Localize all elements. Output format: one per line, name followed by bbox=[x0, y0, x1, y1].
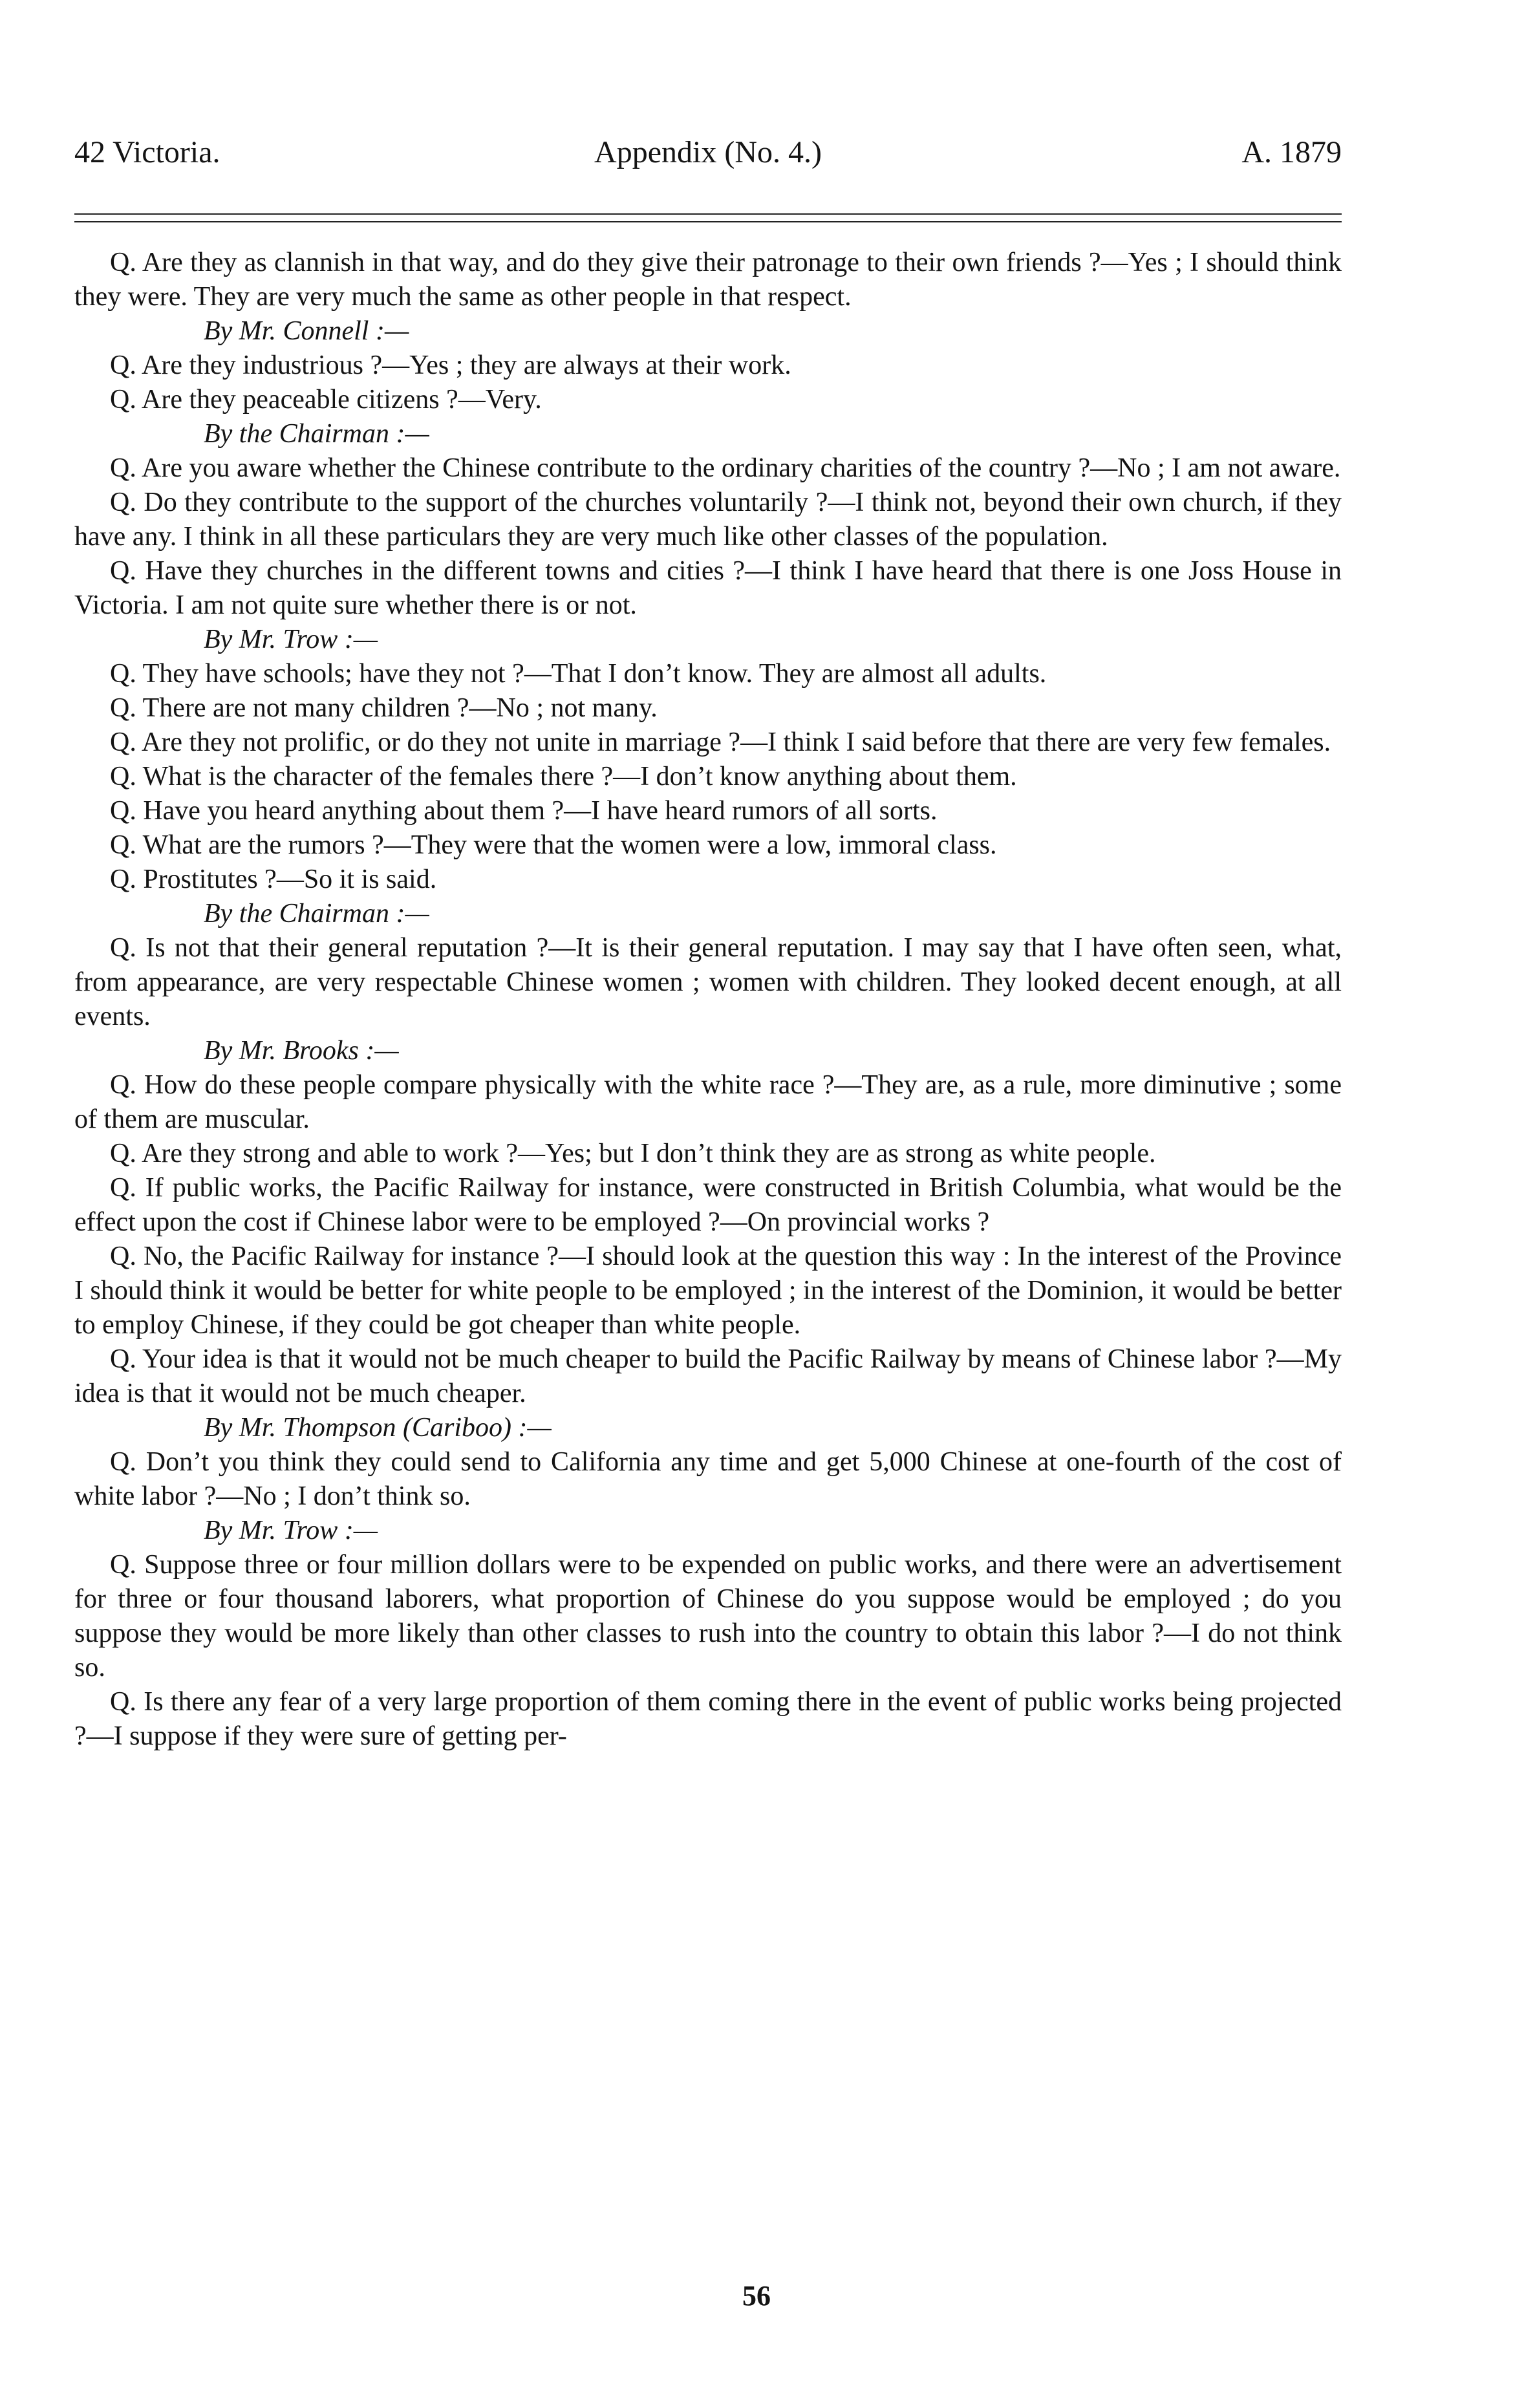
speaker-heading: By Mr. Trow :— bbox=[204, 625, 378, 654]
header-rule-bottom bbox=[74, 221, 1342, 222]
question-answer-paragraph: Q. How do these people compare physically with the white race ?—They are, as a rule, more diminutive ; some of them are muscular. bbox=[74, 1070, 1342, 1134]
question-answer-paragraph: Q. No, the Pacific Railway for instance ?—I should look at the question this way : In the interest of the Province I should think it would be better for white people to be employed ; in the interest of the Dominion, it would be better to employ Chinese, if they could be got cheaper than white people. bbox=[74, 1242, 1342, 1340]
question-answer-paragraph: Q. Is not that their general reputation ?—It is their general reputation. I may say that I have often seen, what, from appearance, are very respectable Chinese women ; women with children. They looked decent enough, at all events. bbox=[74, 933, 1342, 1031]
question-answer-paragraph: Q. Your idea is that it would not be much cheaper to build the Pacific Railway by means of Chinese labor ?—My idea is that it would not be much cheaper. bbox=[74, 1344, 1342, 1408]
page-header bbox=[74, 127, 1342, 178]
question-answer-paragraph: Q. Are you aware whether the Chinese contribute to the ordinary charities of the country ?—No ; I am not aware. bbox=[110, 453, 1341, 483]
question-answer-paragraph: Q. Are they strong and able to work ?—Yes; but I don’t think they are as strong as white people. bbox=[110, 1139, 1156, 1168]
question-answer-paragraph: Q. What are the rumors ?—They were that the women were a low, immoral class. bbox=[110, 830, 997, 860]
question-answer-paragraph: Q. Don’t you think they could send to California any time and get 5,000 Chinese at one-fourth of the cost of white labor ?—No ; I don’t think so. bbox=[74, 1447, 1342, 1511]
header-session: 42 Victoria. bbox=[74, 135, 220, 169]
question-answer-paragraph: Q. Do they contribute to the support of the churches voluntarily ?—I think not, beyond their own church, if they have any. I think in all these particulars they are very much like other classes of the population. bbox=[74, 488, 1342, 552]
speaker-heading: By Mr. Brooks :— bbox=[204, 1036, 399, 1066]
speaker-heading: By Mr. Trow :— bbox=[204, 1516, 378, 1545]
speaker-heading: By Mr. Thompson (Cariboo) :— bbox=[204, 1413, 552, 1443]
speaker-heading: By Mr. Connell :— bbox=[204, 316, 409, 346]
question-answer-paragraph: Q. Suppose three or four million dollars were to be expended on public works, and there were an advertisement for three or four thousand laborers, what proportion of Chinese do you suppose would be employed ; do you suppose they would be more likely than other classes to rush into the country to obtain this labor ?—I do not think so. bbox=[74, 1550, 1342, 1682]
question-answer-paragraph: Q. They have schools; have they not ?—That I don’t know. They are almost all adults. bbox=[110, 659, 1047, 689]
question-answer-paragraph: Q. Prostitutes ?—So it is said. bbox=[110, 865, 437, 894]
question-answer-paragraph: Q. Have you heard anything about them ?—I have heard rumors of all sorts. bbox=[110, 796, 938, 826]
question-answer-paragraph: Q. There are not many children ?—No ; not many. bbox=[110, 693, 658, 723]
question-answer-paragraph: Q. Have they churches in the different towns and cities ?—I think I have heard that there is one Joss House in Victoria. I am not quite sure whether there is or not. bbox=[74, 556, 1342, 620]
question-answer-paragraph: Q. Is there any fear of a very large proportion of them coming there in the event of public works being projected ?—I suppose if they were sure of getting per- bbox=[74, 1687, 1342, 1751]
question-answer-paragraph: Q. Are they as clannish in that way, and do they give their patronage to their own friends ?—Yes ; I should think they were. They are very much the same as other people in that respect. bbox=[74, 248, 1342, 312]
speaker-heading: By the Chairman :— bbox=[204, 419, 429, 449]
header-year: A. 1879 bbox=[1241, 135, 1342, 169]
page-number: 56 bbox=[742, 2280, 771, 2312]
header-appendix: Appendix (No. 4.) bbox=[594, 135, 822, 169]
question-answer-paragraph: Q. Are they not prolific, or do they not unite in marriage ?—I think I said before that there are very few females. bbox=[110, 727, 1331, 757]
question-answer-paragraph: Q. Are they industrious ?—Yes ; they are always at their work. bbox=[110, 350, 791, 380]
header-rule-top bbox=[74, 213, 1342, 215]
testimony-body bbox=[74, 246, 1342, 1754]
speaker-heading: By the Chairman :— bbox=[204, 899, 429, 929]
question-answer-paragraph: Q. What is the character of the females there ?—I don’t know anything about them. bbox=[110, 762, 1017, 791]
question-answer-paragraph: Q. Are they peaceable citizens ?—Very. bbox=[110, 385, 542, 414]
question-answer-paragraph: Q. If public works, the Pacific Railway for instance, were constructed in British Columbia, what would be the effect upon the cost if Chinese labor were to be employed ?—On provincial works ? bbox=[74, 1173, 1342, 1237]
